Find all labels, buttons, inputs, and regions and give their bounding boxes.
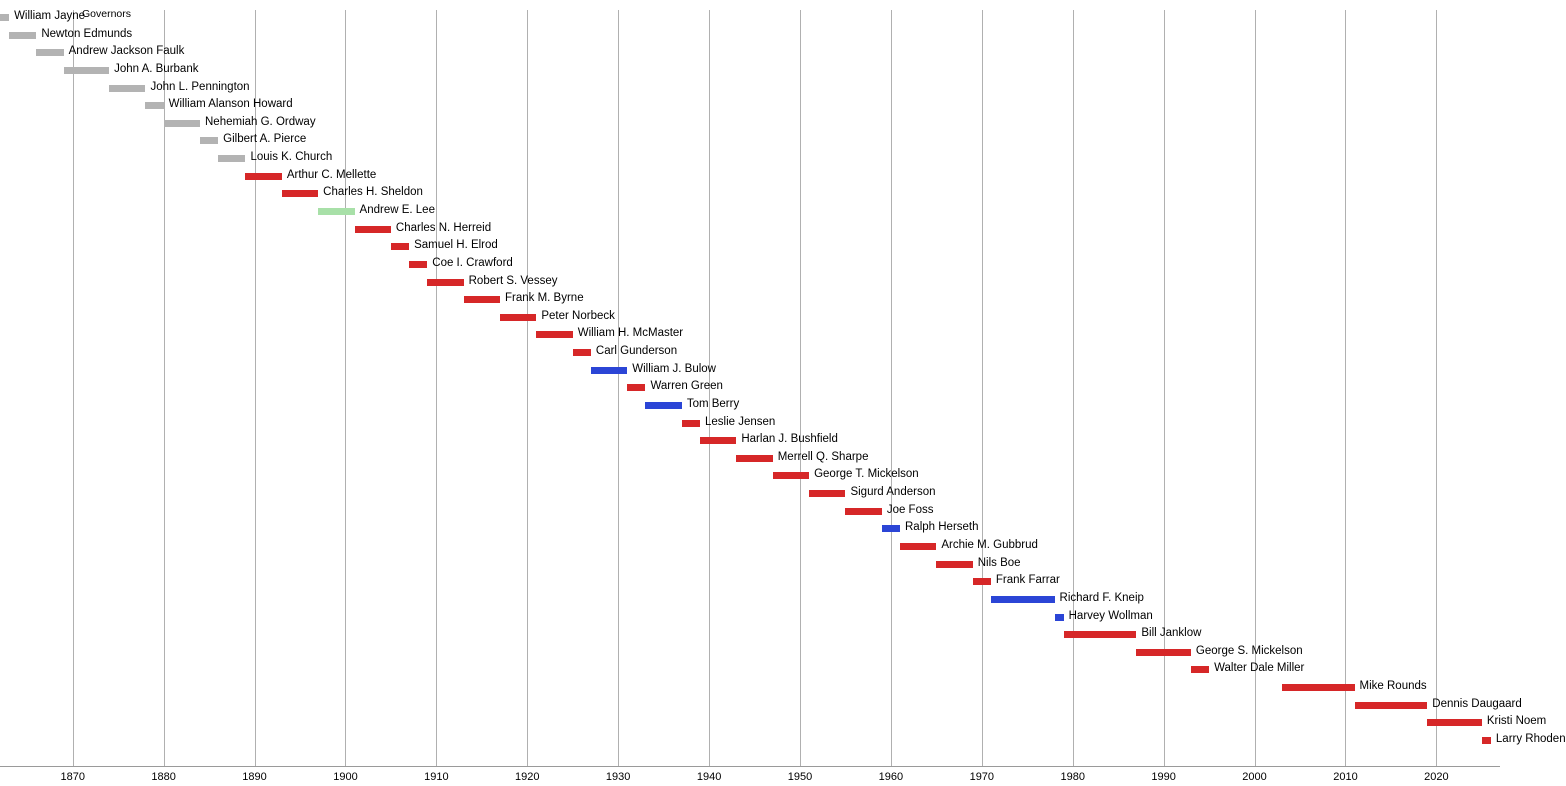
timeline-bar[interactable]	[991, 596, 1055, 603]
gridline	[345, 10, 346, 766]
timeline-bar-label: Coe I. Crawford	[432, 256, 513, 269]
timeline-bar-label: Newton Edmunds	[41, 27, 133, 40]
timeline-bar-label: William Jayne	[14, 10, 86, 22]
x-axis-tick-label: 1900	[333, 771, 358, 783]
timeline-bar[interactable]	[1482, 737, 1491, 744]
timeline-bar[interactable]	[464, 296, 500, 303]
gridline	[1345, 10, 1346, 766]
timeline-bar[interactable]	[409, 261, 427, 268]
x-axis-tick-label: 1870	[60, 771, 85, 783]
timeline-bar-label: Leslie Jensen	[705, 415, 776, 428]
timeline-bar-label: Arthur C. Mellette	[286, 168, 377, 181]
timeline-bar-label: Warren Green	[650, 380, 723, 393]
gridline	[618, 10, 619, 766]
x-axis-tick-label: 2000	[1242, 771, 1267, 783]
timeline-bar[interactable]	[0, 14, 9, 21]
timeline-bar[interactable]	[282, 190, 318, 197]
timeline-bar-label: Richard F. Kneip	[1059, 591, 1144, 604]
timeline-bar-label: William H. McMaster	[577, 327, 684, 340]
timeline-bar[interactable]	[218, 155, 245, 162]
timeline-bar[interactable]	[700, 437, 736, 444]
timeline-bar[interactable]	[427, 279, 463, 286]
timeline-bar[interactable]	[736, 455, 772, 462]
timeline-bar-label: Nils Boe	[977, 556, 1021, 569]
timeline-bar-label: Nehemiah G. Ordway	[205, 115, 316, 128]
timeline-bar[interactable]	[591, 367, 627, 374]
gridline	[1436, 10, 1437, 766]
timeline-bar[interactable]	[573, 349, 591, 356]
timeline-bar[interactable]	[882, 525, 900, 532]
gridline	[436, 10, 437, 766]
gridline	[1073, 10, 1074, 766]
timeline-bar-label: Andrew E. Lee	[359, 203, 435, 216]
timeline-bar-label: William Alanson Howard	[168, 98, 293, 111]
timeline-bar-label: Louis K. Church	[250, 151, 333, 164]
timeline-bar-label: William J. Bulow	[632, 362, 716, 375]
x-axis-tick-label: 1980	[1060, 771, 1085, 783]
x-axis-tick-label: 1950	[787, 771, 813, 783]
timeline-bar-label: Gilbert A. Pierce	[223, 133, 307, 146]
timeline-bar[interactable]	[1427, 719, 1482, 726]
timeline-bar-label: George T. Mickelson	[814, 468, 919, 481]
timeline-bar[interactable]	[64, 67, 109, 74]
timeline-bar-label: Bill Janklow	[1141, 627, 1202, 640]
timeline-bar[interactable]	[682, 420, 700, 427]
x-axis-tick-label: 2020	[1424, 771, 1449, 783]
gridline	[527, 10, 528, 766]
timeline-bar[interactable]	[145, 102, 163, 109]
x-axis-tick-label: 1880	[151, 771, 176, 783]
timeline-bar-label: Charles H. Sheldon	[323, 186, 423, 199]
timeline-bar[interactable]	[1064, 631, 1137, 638]
timeline-bar[interactable]	[1136, 649, 1191, 656]
timeline-bar-label: Ralph Herseth	[905, 521, 979, 534]
timeline-bar-label: John L. Pennington	[150, 80, 250, 93]
timeline-bar[interactable]	[36, 49, 63, 56]
timeline-bar-label: Peter Norbeck	[541, 309, 615, 322]
timeline-bar[interactable]	[245, 173, 281, 180]
timeline-bar-label: George S. Mickelson	[1195, 644, 1303, 657]
x-axis-tick-label: 1960	[878, 771, 904, 783]
timeline-bar[interactable]	[773, 472, 809, 479]
timeline-bar-label: Walter Dale Miller	[1214, 662, 1305, 675]
timeline-bar[interactable]	[845, 508, 881, 515]
timeline-bar-label: Archie M. Gubbrud	[941, 539, 1038, 552]
timeline-bar[interactable]	[500, 314, 536, 321]
timeline-bar[interactable]	[900, 543, 936, 550]
chart-title: Governors	[82, 8, 132, 20]
timeline-bar-label: Robert S. Vessey	[468, 274, 558, 287]
timeline-bar[interactable]	[627, 384, 645, 391]
timeline-bar[interactable]	[809, 490, 845, 497]
timeline-bar-label: John A. Burbank	[114, 62, 199, 75]
gridline	[891, 10, 892, 766]
x-axis-tick-label: 1970	[969, 771, 995, 783]
timeline-bar[interactable]	[1282, 684, 1355, 691]
timeline-bar-label: Frank M. Byrne	[505, 292, 584, 305]
timeline-bar[interactable]	[1055, 614, 1064, 621]
x-axis-tick-label: 1910	[424, 771, 449, 783]
timeline-bar-label: Andrew Jackson Faulk	[68, 45, 185, 58]
x-axis-tick-label: 1920	[515, 771, 540, 783]
timeline-bar[interactable]	[164, 120, 200, 127]
gridline	[982, 10, 983, 766]
timeline-bar[interactable]	[318, 208, 354, 215]
timeline-bar[interactable]	[1355, 702, 1428, 709]
timeline-bar[interactable]	[200, 137, 218, 144]
timeline-bar[interactable]	[391, 243, 409, 250]
timeline-bar-label: Tom Berry	[686, 397, 740, 410]
timeline-bar-label: Charles N. Herreid	[395, 221, 492, 234]
x-axis-tick-label: 2010	[1333, 771, 1358, 783]
timeline-bar-label: Larry Rhoden	[1495, 733, 1566, 745]
timeline-bar-label: Kristi Noem	[1486, 715, 1547, 728]
x-axis-tick-label: 1940	[696, 771, 722, 783]
timeline-bar-label: Sigurd Anderson	[850, 486, 936, 499]
timeline-bar-label: Joe Foss	[886, 503, 934, 516]
gridline	[800, 10, 801, 766]
timeline-bar-label: Samuel H. Elrod	[414, 239, 498, 252]
x-axis-tick-label: 1890	[242, 771, 267, 783]
timeline-bar-label: Harvey Wollman	[1068, 609, 1153, 622]
timeline-bar-label: Mike Rounds	[1359, 680, 1427, 693]
timeline-bar[interactable]	[936, 561, 972, 568]
x-axis-line	[0, 766, 1500, 767]
timeline-bar[interactable]	[645, 402, 681, 409]
gridline	[73, 10, 74, 766]
timeline-bar[interactable]	[973, 578, 991, 585]
timeline-bar[interactable]	[355, 226, 391, 233]
timeline-bar[interactable]	[536, 331, 572, 338]
timeline-bar[interactable]	[109, 85, 145, 92]
x-axis-tick-label: 1990	[1151, 771, 1176, 783]
timeline-bar-label: Frank Farrar	[995, 574, 1060, 587]
timeline-bar-label: Harlan J. Bushfield	[741, 433, 838, 446]
timeline-bar[interactable]	[1191, 666, 1209, 673]
timeline-bar-label: Dennis Daugaard	[1432, 697, 1522, 710]
timeline-bar[interactable]	[9, 32, 36, 39]
timeline-bar-label: Carl Gunderson	[595, 345, 678, 358]
timeline-bar-label: Merrell Q. Sharpe	[777, 450, 869, 463]
x-axis-tick-label: 1930	[605, 771, 631, 783]
